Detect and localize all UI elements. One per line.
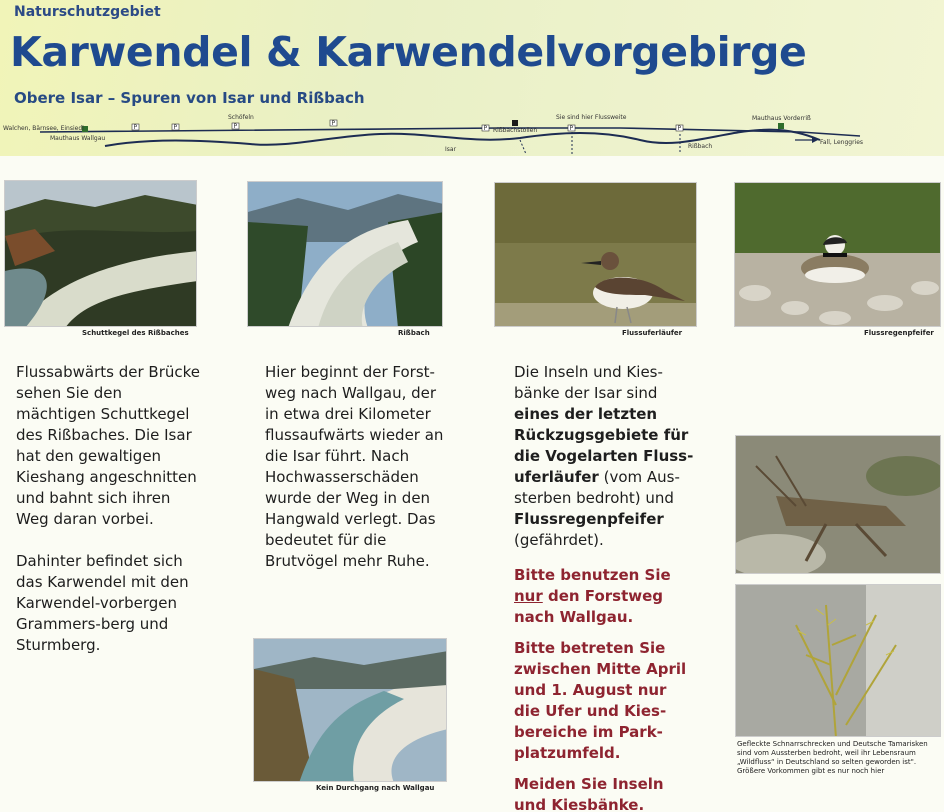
plover-image: [735, 183, 941, 327]
text-column-1: [16, 362, 202, 677]
col1-paragraph-2: Dahinter befindet sich das Karwendel mit den Karwendel-vorbergen Grammers-berg und Sturmberg.: [16, 552, 189, 654]
sandpiper-image: [495, 183, 697, 327]
col3-intro: Die Inseln und Kies-bänke der Isar sind eines der letzten Rückzugsgebiete für die Vogelarten Fluss-uferläufer (vom Aus-sterben bedroht) und Flussregenpfeifer (gefährdet).: [514, 363, 694, 549]
svg-text:P: P: [331, 120, 336, 127]
warning-season: Bitte betreten Sie zwischen Mitte April und 1. August nur die Ufer und Kies-bereiche im Park-platzumfeld.: [514, 639, 687, 762]
route-map: [0, 110, 944, 156]
warning-use-forstweg: Bitte benutzen Sie nur den Forstweg nach Wallgau.: [514, 566, 671, 626]
col2-paragraph-1: Hier beginnt der Forst-weg nach Wallgau, der in etwa drei Kilometer flussaufwärts wieder an die Isar führt. Nach Hochwasserschäden wurde der Weg in den Hangwald verlegt. Das bedeutet für die Brutvögel mehr Ruhe.: [265, 363, 444, 570]
river-line: [105, 130, 820, 146]
isar-river-image: [254, 639, 447, 782]
route-end-label: Fall, Lenggries: [820, 139, 864, 146]
tamarisk-image: [736, 585, 941, 737]
page-title: Karwendel & Karwendelvorgebirge: [10, 28, 807, 76]
schuttkegel-image: [5, 181, 197, 327]
caption-kein-durchgang: Kein Durchgang nach Wallgau: [316, 784, 435, 792]
svg-text:P: P: [173, 124, 178, 131]
photo-schnarrschrecke: [735, 435, 941, 574]
photo-schuttkegel: [4, 180, 197, 327]
photo-rissbach: [247, 181, 443, 327]
route-mauthaus-vorderriss-label: Mauthaus Vorderriß: [752, 115, 811, 122]
route-rissbach-label: Rißbach: [688, 143, 713, 150]
rissbachstollen-marker: [512, 120, 518, 126]
caption-schuttkegel: Schuttkegel des Rißbaches: [82, 329, 189, 337]
svg-text:P: P: [483, 125, 488, 132]
grasshopper-image: [736, 436, 941, 574]
svg-text:P: P: [677, 125, 682, 132]
photo-flussregenpfeifer: [734, 182, 941, 327]
rissbach-image: [248, 182, 443, 327]
page-subtitle: Obere Isar – Spuren von Isar und Rißbach: [14, 89, 365, 107]
warning-avoid-islands: Meiden Sie Inseln und Kiesbänke.: [514, 775, 664, 812]
caption-flussuferlaeufer: Flussuferläufer: [622, 329, 683, 337]
route-schoenbruecke-label: Schöfeln: [228, 114, 254, 121]
header-banner: [0, 0, 944, 156]
caption-tamariske: Gefleckte Schnarrschrecken und Deutsche Tamarisken sind vom Aussterben bedroht, weil ihr Lebensraum „Wildfluss“ in Deutschland so selten geworden ist". Größere Vorkommen gibt es nur noch hier: [737, 740, 928, 775]
header-kicker: Naturschutzgebiet: [14, 4, 161, 20]
svg-text:P: P: [569, 125, 574, 132]
svg-text:P: P: [233, 123, 238, 130]
parking-label: P: [133, 124, 138, 131]
text-column-3: [514, 362, 694, 812]
mauthaus-vorderriss-marker: [778, 123, 784, 129]
photo-tamariske: [735, 584, 941, 737]
text-column-2: [265, 362, 449, 593]
photo-flussuferlaeufer: [494, 182, 697, 327]
route-mauthaus-wallgau-label: Mauthaus Wallgau: [50, 135, 106, 142]
caption-rissbach: Rißbach: [398, 329, 430, 337]
route-rissbachstollen-label: Rißbachstollen: [493, 127, 538, 134]
route-you-are-here-label: Sie sind hier Flussweite: [556, 114, 627, 121]
route-start-label: Walchen, Bärnsee, Einsiedl: [3, 125, 84, 132]
caption-flussregenpfeifer: Flussregenpfeifer: [864, 329, 934, 337]
photo-kein-durchgang: [253, 638, 447, 782]
route-isar-label: Isar: [445, 146, 457, 153]
col1-paragraph-1: Flussabwärts der Brücke sehen Sie den mächtigen Schuttkegel des Rißbaches. Die Isar hat den gewaltigen Kieshang angeschnitten und bahnt sich ihren Weg daran vorbei.: [16, 363, 201, 528]
